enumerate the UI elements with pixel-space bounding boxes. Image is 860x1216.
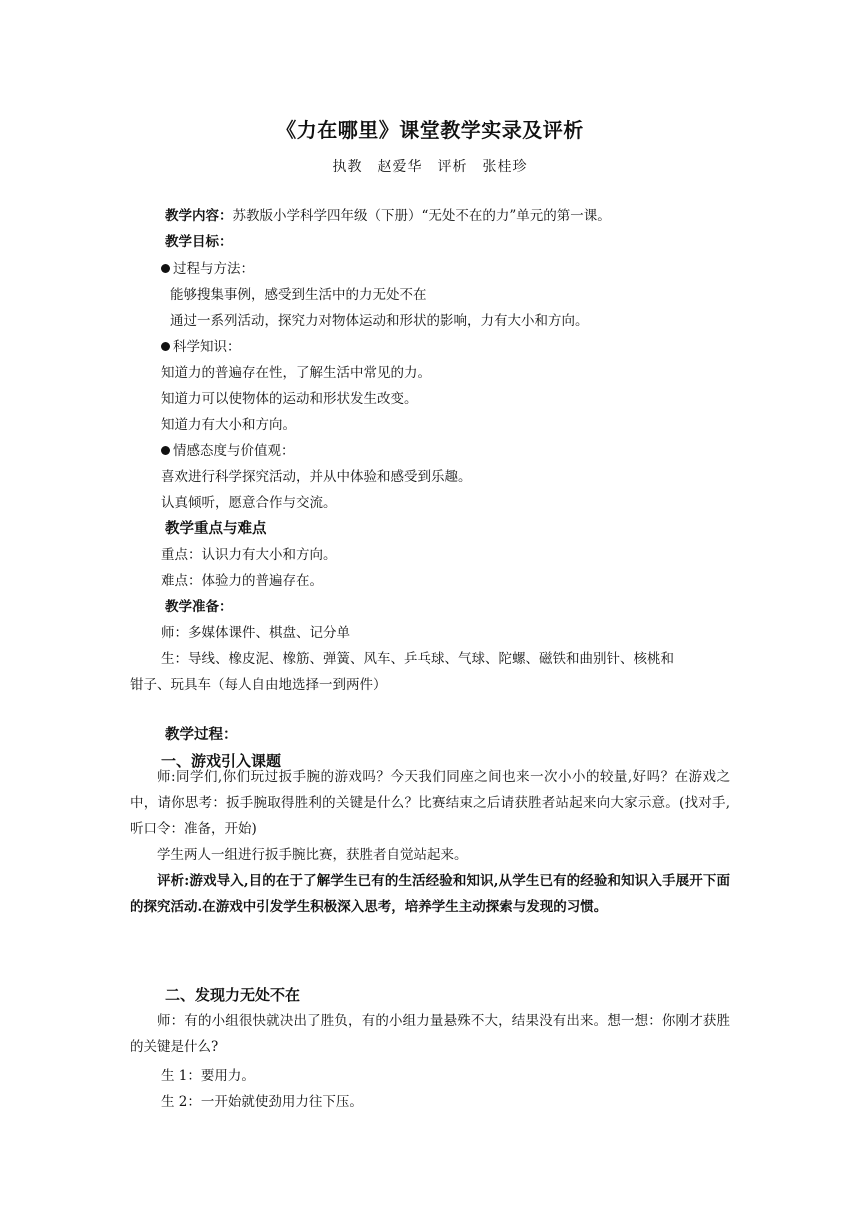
goal3-line: 喜欢进行科学探究活动，并从中体验和感受到乐趣。	[161, 469, 472, 485]
student-answer: 生 1：要用力。	[161, 1068, 255, 1084]
bullet-icon	[161, 342, 170, 351]
keypoint-line: 重点：认识力有大小和方向。	[161, 547, 337, 563]
byline: 执教 赵爱华 评析 张桂珍	[332, 159, 528, 175]
process-heading: 教学过程：	[165, 726, 238, 743]
goal2-line: 知道力的普遍存在性，了解生活中常见的力。	[161, 365, 431, 381]
keypoints-heading: 教学重点与难点	[165, 520, 267, 537]
section1-heading: 一、游戏引入课题	[161, 752, 282, 770]
section2-heading: 二、发现力无处不在	[165, 986, 301, 1004]
section1-paragraph: 师:同学们,你们玩过扳手腕的游戏吗？今天我们同座之间也来一次小小的较量,好吗？在游戏之中，请你思考：扳手腕取得胜利的关键是什么？比赛结束之后请获胜者站起来向大家示意。(找对手,听口令：准备，开始)	[130, 769, 730, 837]
section2-paragraph: 师：有的小组很快就决出了胜负，有的小组力量悬殊不大，结果没有出来。想一想：你刚才获胜的关键是什么?	[130, 1013, 730, 1055]
bullet-icon	[161, 446, 170, 455]
goal1-line: 通过一系列活动，探究力对物体运动和形状的影响，力有大小和方向。	[170, 313, 589, 329]
teaching-content-line	[165, 206, 611, 226]
keypoint-line: 难点：体验力的普遍存在。	[161, 573, 323, 589]
prep-student-line: 生：导线、橡皮泥、橡筋、弹簧、风车、乒乓球、气球、陀螺、磁铁和曲别针、核桃和	[161, 651, 674, 667]
goal3-line: 认真倾听，愿意合作与交流。	[161, 495, 337, 511]
goal1-heading-line	[161, 259, 254, 279]
prep-student-line: 钳子、玩具车（每人自由地选择一到两件）	[130, 677, 387, 693]
goal3-heading-line	[161, 441, 295, 461]
goal2-line: 知道力可以使物体的运动和形状发生改变。	[161, 391, 418, 407]
goals-heading: 教学目标：	[165, 234, 233, 250]
goal2-line: 知道力有大小和方向。	[161, 417, 296, 433]
prep-heading: 教学准备：	[165, 599, 233, 615]
teaching-content-text: 苏教版小学科学四年级（下册）“无处不在的力”单元的第一课。	[232, 208, 611, 224]
goal2-heading: 科学知识：	[173, 339, 241, 355]
bullet-icon	[161, 264, 170, 273]
section1-paragraph: 学生两人一组进行扳手腕比赛，获胜者自觉站起来。	[157, 847, 468, 863]
document-title: 《力在哪里》课堂教学实录及评析	[276, 118, 584, 142]
goal3-heading: 情感态度与价值观：	[173, 443, 295, 459]
goal1-line: 能够搜集事例，感受到生活中的力无处不在	[170, 287, 427, 303]
goal2-heading-line	[161, 337, 241, 357]
student-answer: 生 2：一开始就使劲用力往下压。	[161, 1094, 363, 1110]
prep-teacher: 师：多媒体课件、棋盘、记分单	[161, 625, 350, 641]
teaching-content-label: 教学内容：	[165, 208, 233, 224]
goal1-heading: 过程与方法：	[173, 261, 254, 277]
section1-comment: 评析:游戏导入,目的在于了解学生已有的生活经验和知识,从学生已有的经验和知识入手展开下面的探究活动.在游戏中引发学生积极深入思考，培养学生主动探索与发现的习惯。	[130, 873, 730, 915]
